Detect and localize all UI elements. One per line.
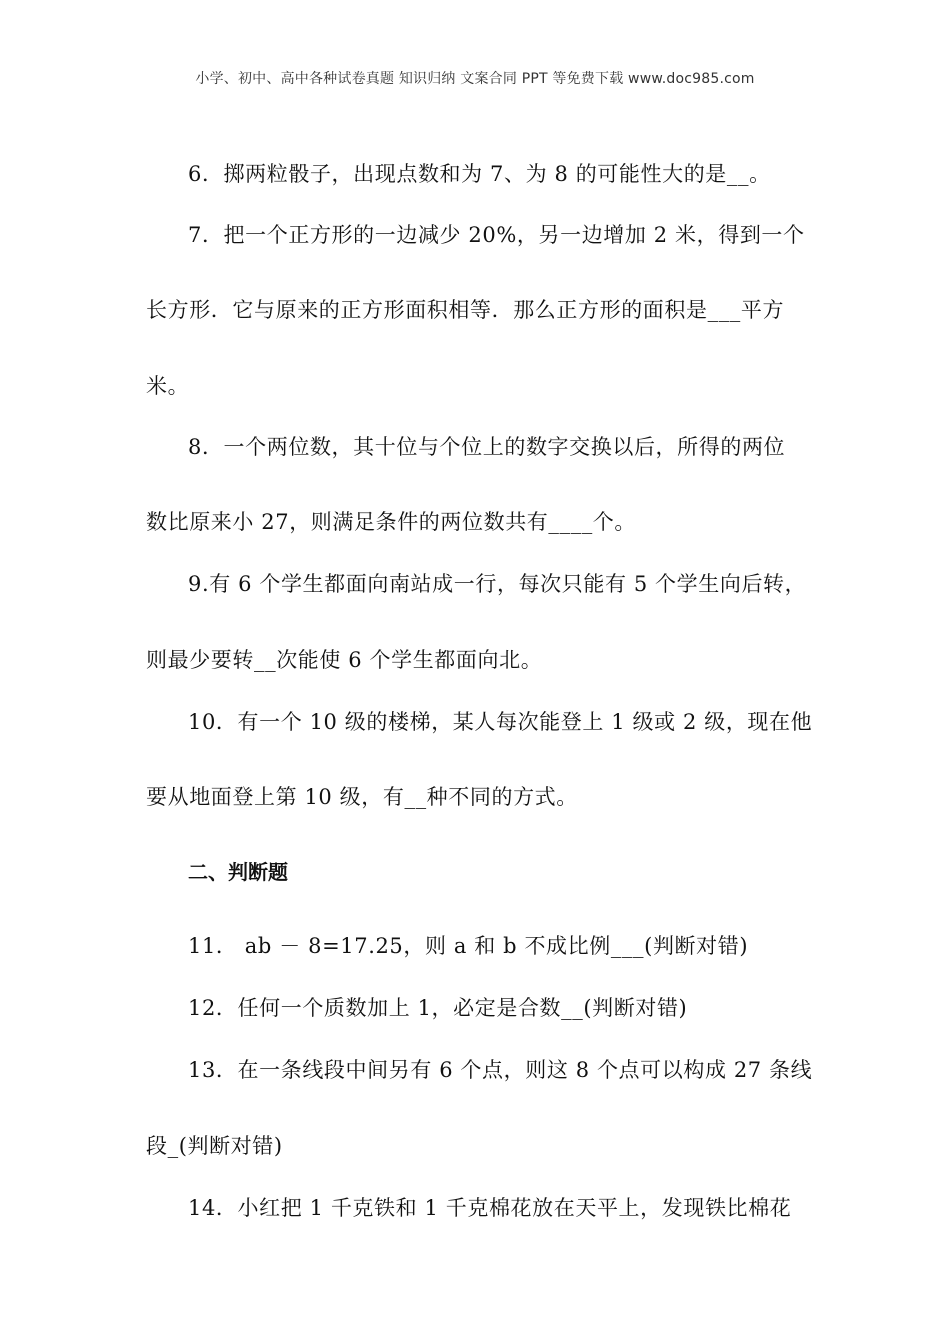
question-12-line-1: 12．任何一个质数加上 1，必定是合数__(判断对错): [188, 996, 688, 1020]
question-7-line-2: 长方形．它与原来的正方形面积相等．那么正方形的面积是___平方: [146, 298, 785, 322]
section-title-judgment: 二、判断题: [188, 860, 288, 884]
question-8-line-1: 8．一个两位数，其十位与个位上的数字交换以后，所得的两位: [188, 435, 786, 459]
question-8-line-2: 数比原来小 27，则满足条件的两位数共有____个。: [146, 510, 636, 534]
question-10-line-2: 要从地面登上第 10 级，有__种不同的方式。: [146, 785, 578, 809]
question-11-line-1: 11． ab － 8=17.25，则 a 和 b 不成比例___(判断对错): [188, 934, 749, 958]
question-10-line-1: 10．有一个 10 级的楼梯，某人每次能登上 1 级或 2 级，现在他: [188, 710, 813, 734]
question-7-line-1: 7．把一个正方形的一边减少 20%，另一边增加 2 米，得到一个: [188, 223, 805, 247]
question-9-line-2: 则最少要转__次能使 6 个学生都面向北。: [146, 648, 543, 672]
question-7-line-3: 米。: [146, 374, 190, 398]
question-6-line-1: 6．掷两粒骰子，出现点数和为 7、为 8 的可能性大的是__。: [188, 162, 771, 186]
question-13-line-1: 13．在一条线段中间另有 6 个点，则这 8 个点可以构成 27 条线: [188, 1058, 813, 1082]
page-header: 小学、初中、高中各种试卷真题 知识归纳 文案合同 PPT 等免费下载 www.doc985.com: [195, 71, 755, 87]
question-13-line-2: 段_(判断对错): [146, 1134, 283, 1158]
question-14-line-1: 14．小红把 1 千克铁和 1 千克棉花放在天平上，发现铁比棉花: [188, 1196, 792, 1220]
question-9-line-1: 9.有 6 个学生都面向南站成一行，每次只能有 5 个学生向后转，: [188, 572, 807, 596]
